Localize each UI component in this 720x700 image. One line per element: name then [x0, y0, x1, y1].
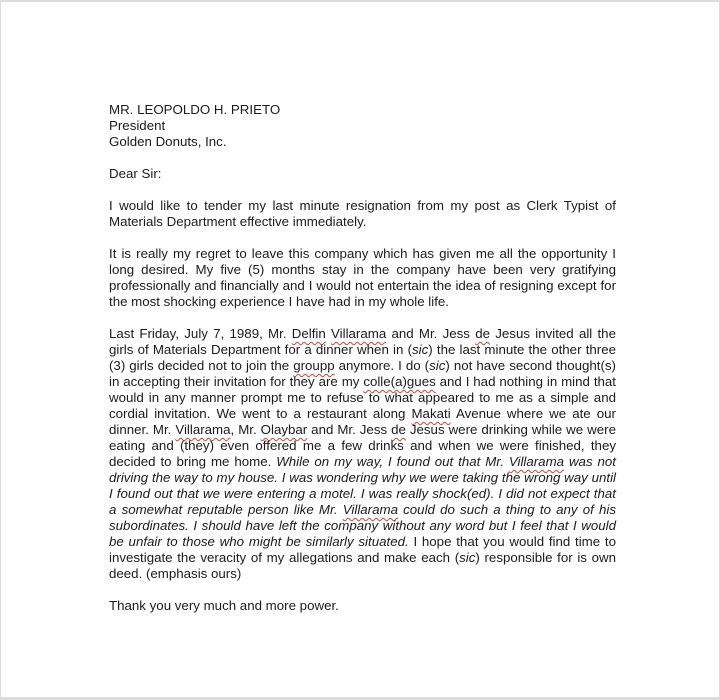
misspelled-word: Olaybar	[260, 422, 308, 437]
misspelled-word: Villarama	[331, 326, 387, 341]
text-run: Last Friday, July 7, 1989, Mr.	[109, 326, 292, 341]
text-run: Jesus were drinking while we were eating and (they) even offered me a few drinks and when we were finished, they decided to bring me home.	[109, 422, 616, 469]
text-run: I would like to tender my last minute resignation from my post as Clerk Typist of Materials Department effective immediately.	[109, 198, 616, 229]
recipient-company: Golden Donuts, Inc.	[109, 134, 227, 149]
body-paragraph	[109, 246, 616, 310]
text-run: , Mr.	[230, 422, 261, 437]
misspelled-word: de	[475, 326, 491, 341]
recipient-name: MR. LEOPOLDO H. PRIETO	[109, 102, 281, 117]
text-run: It is really my regret to leave this company which has given me all the opportunity I long desired. My five (5) months stay in the company have been very gratifying professionally and financially and I would not entertain the idea of resigning except for the most shocking experience I have had in my whole life.	[109, 246, 616, 309]
text-run: was not driving the way to my house. I was wondering why we were taking the wrong way until I found out that we were entering a motel. I was really shock(ed). I did not expect that a somewhat reputable person like Mr.	[109, 454, 616, 517]
text-run: sic	[429, 358, 446, 373]
misspelled-word: Villarama	[342, 502, 398, 517]
text-run: While on my way, I found out that Mr.	[276, 454, 509, 469]
misspelled-word: Delfin	[291, 326, 326, 341]
salutation: Dear Sir:	[109, 166, 162, 181]
body-paragraph	[109, 326, 616, 582]
text-run: and Mr. Jess	[307, 422, 392, 437]
text-run: ) not have second thought(s) in accepting their invitation for they are my	[109, 358, 616, 389]
text-run: sic	[459, 550, 476, 565]
text-run: anymore. I do (	[334, 358, 430, 373]
misspelled-word: de	[391, 422, 406, 437]
text-run: ) responsible for is own deed. (emphasis ours)	[109, 550, 616, 581]
recipient-title: President	[109, 118, 166, 133]
misspelled-word: colle(a)gues	[363, 374, 436, 389]
text-run: ) the last minute the other three (3) girls decided not to join the	[109, 342, 616, 373]
text-run: could do such a thing to any of his subordinates. I should have left the company without any word but I feel that I would be unfair to those who might be similarly situated.	[109, 502, 616, 549]
text-run: and I had nothing in mind that would in any manner prompt me to refuse to what appeared to me as a simple and cordial invitation. We went to a restaurant along	[109, 374, 616, 421]
misspelled-word: groupp	[293, 358, 335, 373]
closing-line: Thank you very much and more power.	[109, 598, 339, 613]
letter-body	[109, 198, 616, 582]
recipient-block	[109, 102, 616, 150]
text-run: I hope that you would find time to investigate the veracity of my allegations and make each (	[109, 534, 617, 565]
text-run: and Mr. Jess	[386, 326, 476, 341]
misspelled-word: Villarama	[175, 422, 231, 437]
text-run: sic	[412, 342, 429, 357]
text-run: Jesus invited all the girls of Materials Department for a dinner when in (	[109, 326, 616, 357]
text-run: Avenue where we ate our dinner. Mr.	[109, 406, 616, 437]
misspelled-word: Villarama	[508, 454, 565, 469]
misspelled-word: Makati	[411, 406, 451, 421]
body-paragraph	[109, 198, 616, 230]
